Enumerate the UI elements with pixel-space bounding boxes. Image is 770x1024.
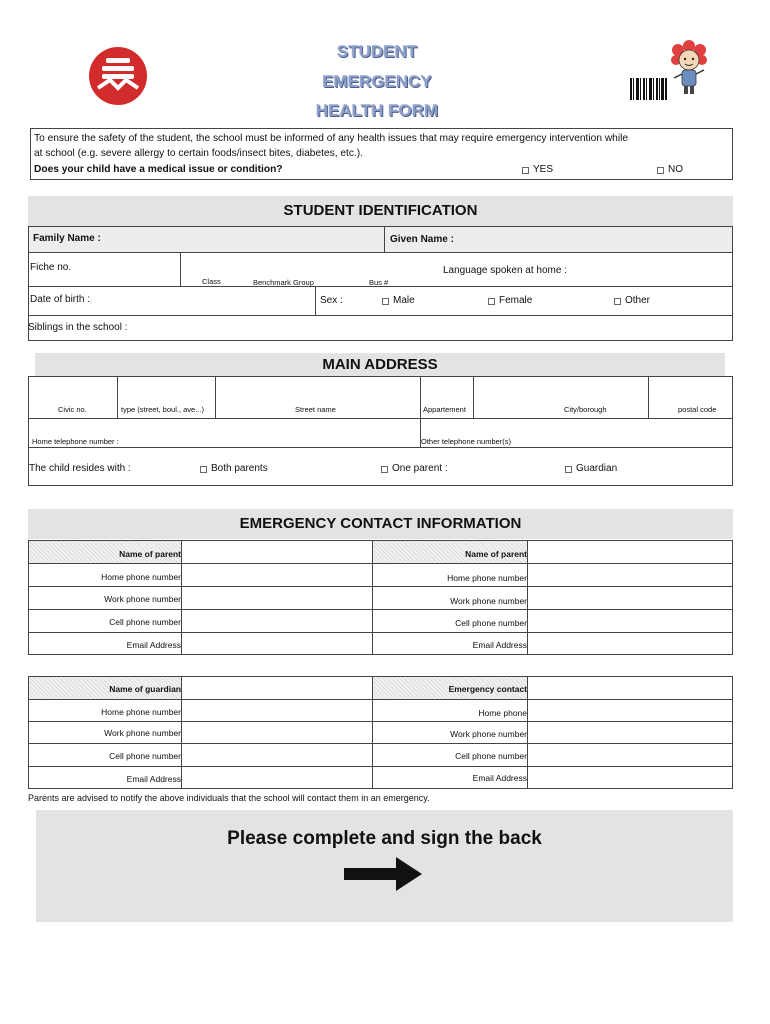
female-label: Female: [499, 295, 533, 306]
emergency-contact-home-field[interactable]: [529, 701, 731, 720]
parent1-cell-label: Cell phone number: [109, 617, 181, 627]
benchmark-group-label: Benchmark Group: [253, 278, 314, 287]
one-parent-checkbox[interactable]: [381, 466, 388, 473]
guardian-name-label: Name of guardian: [109, 684, 181, 694]
parent1-work-label: Work phone number: [104, 594, 181, 604]
other-telephone-field[interactable]: [525, 421, 730, 443]
given-name-field[interactable]: [465, 229, 730, 250]
school-logo-icon: [88, 46, 148, 106]
guardian-cell-label: Cell phone number: [109, 751, 181, 761]
postal-code-field[interactable]: [650, 379, 731, 403]
guardian-email-label: Email Address: [126, 774, 181, 784]
city-field[interactable]: [475, 379, 646, 403]
parent2-work-label: Work phone number: [450, 596, 527, 606]
guardian-name-field[interactable]: [183, 678, 370, 698]
parent1-work-field[interactable]: [183, 588, 370, 608]
student-id-title: STUDENT IDENTIFICATION: [283, 202, 478, 219]
other-label: Other: [625, 295, 651, 306]
fiche-field[interactable]: [30, 274, 176, 285]
emergency-contact-name-field[interactable]: [529, 678, 731, 698]
both-parents-label: Both parents: [211, 463, 268, 474]
family-name-label: Family Name :: [33, 233, 101, 244]
apartment-label: Appartement: [423, 405, 466, 414]
resides-with-label: The child resides with :: [29, 463, 131, 474]
street-name-label: Street name: [295, 405, 336, 414]
parent2-cell-field[interactable]: [529, 611, 731, 631]
apartment-field[interactable]: [422, 379, 471, 403]
siblings-field[interactable]: [135, 318, 730, 338]
parent1-name-field[interactable]: [183, 542, 370, 562]
language-label: Language spoken at home :: [443, 265, 567, 276]
civic-no-field[interactable]: [30, 379, 115, 403]
female-checkbox[interactable]: [488, 298, 495, 305]
emergency-title: EMERGENCY CONTACT INFORMATION: [239, 515, 522, 532]
sex-label: Sex :: [320, 295, 343, 306]
bus-label: Bus #: [369, 278, 389, 287]
form-title-line-3: HEALTH FORM: [315, 101, 439, 120]
street-name-field[interactable]: [217, 379, 418, 403]
class-label: Class: [202, 277, 221, 286]
intro-text-line-2: at school (e.g. severe allergy to certain foods/insect bites, diabetes, etc.).: [34, 148, 363, 159]
siblings-label: Siblings in the school :: [28, 322, 128, 333]
parent1-email-label: Email Address: [126, 640, 181, 650]
intro-text-line-1: To ensure the safety of the student, the school must be informed of any health issues that may require emergency intervention while: [34, 133, 629, 144]
one-parent-label: One parent :: [392, 463, 448, 474]
male-checkbox[interactable]: [382, 298, 389, 305]
parent2-home-label: Home phone number: [447, 573, 527, 583]
emergency-contact-work-label: Work phone number: [450, 729, 527, 739]
parent1-name-label: Name of parent: [119, 549, 181, 559]
form-title-line-1: STUDENT: [336, 42, 418, 61]
emergency-contact-email-label: Email Address: [472, 773, 527, 783]
form-title-line-2: EMERGENCY: [322, 72, 432, 91]
city-label: City/borough: [564, 405, 607, 414]
emergency-contact-cell-label: Cell phone number: [455, 751, 527, 761]
parent1-email-field[interactable]: [183, 634, 370, 654]
guardian-home-label: Home phone number: [101, 707, 181, 717]
street-type-field[interactable]: [119, 379, 213, 403]
parent1-cell-field[interactable]: [183, 611, 370, 631]
emergency-contact-cell-field[interactable]: [529, 745, 731, 765]
barcode-icon: [630, 78, 668, 100]
language-field[interactable]: [575, 262, 725, 278]
postal-code-label: postal code: [678, 405, 717, 414]
cartoon-child-icon: [668, 40, 710, 96]
yes-checkbox[interactable]: [522, 167, 529, 174]
guardian-work-label: Work phone number: [104, 728, 181, 738]
other-telephone-label: Other telephone number(s): [421, 437, 512, 446]
given-name-label: Given Name :: [390, 234, 454, 245]
male-label: Male: [393, 295, 415, 306]
parent1-home-label: Home phone number: [101, 572, 181, 582]
main-address-title: MAIN ADDRESS: [322, 356, 438, 373]
parent2-email-label: Email Address: [472, 640, 527, 650]
emergency-contact-email-field[interactable]: [529, 768, 731, 788]
parent2-name-field[interactable]: [529, 542, 731, 562]
dob-field[interactable]: [100, 291, 310, 311]
parent1-home-field[interactable]: [183, 565, 370, 585]
medical-issue-question: Does your child have a medical issue or condition?: [34, 164, 283, 175]
arrow-right-icon: [344, 857, 422, 891]
other-checkbox[interactable]: [614, 298, 621, 305]
parent2-email-field[interactable]: [529, 634, 731, 654]
guardian-checkbox[interactable]: [565, 466, 572, 473]
emergency-note: Parents are advised to notify the above individuals that the school will contact them in an emergency.: [28, 793, 430, 803]
home-telephone-field[interactable]: [130, 421, 415, 443]
parent2-name-label: Name of parent: [465, 549, 527, 559]
civic-no-label: Civic no.: [58, 405, 87, 414]
guardian-home-field[interactable]: [183, 701, 370, 720]
no-checkbox[interactable]: [657, 167, 664, 174]
emergency-contact-home-label: Home phone: [478, 708, 527, 718]
no-label: NO: [668, 164, 683, 175]
family-name-field[interactable]: [130, 229, 380, 250]
emergency-contact-name-label: Emergency contact: [448, 684, 527, 694]
guardian-email-field[interactable]: [183, 768, 370, 788]
home-telephone-label: Home telephone number :: [32, 437, 119, 446]
emergency-contact-work-field[interactable]: [529, 723, 731, 742]
guardian-label: Guardian: [576, 463, 618, 474]
guardian-cell-field[interactable]: [183, 745, 370, 765]
guardian-work-field[interactable]: [183, 723, 370, 742]
parent2-cell-label: Cell phone number: [455, 618, 527, 628]
fiche-label: Fiche no.: [30, 262, 72, 273]
dob-label: Date of birth :: [30, 294, 91, 305]
parent2-work-field[interactable]: [529, 588, 731, 608]
yes-label: YES: [533, 164, 554, 175]
parent2-home-field[interactable]: [529, 565, 731, 585]
sign-back-text: Please complete and sign the back: [227, 828, 542, 849]
street-type-label: type (street, boul., ave...): [121, 405, 204, 414]
both-parents-checkbox[interactable]: [200, 466, 207, 473]
